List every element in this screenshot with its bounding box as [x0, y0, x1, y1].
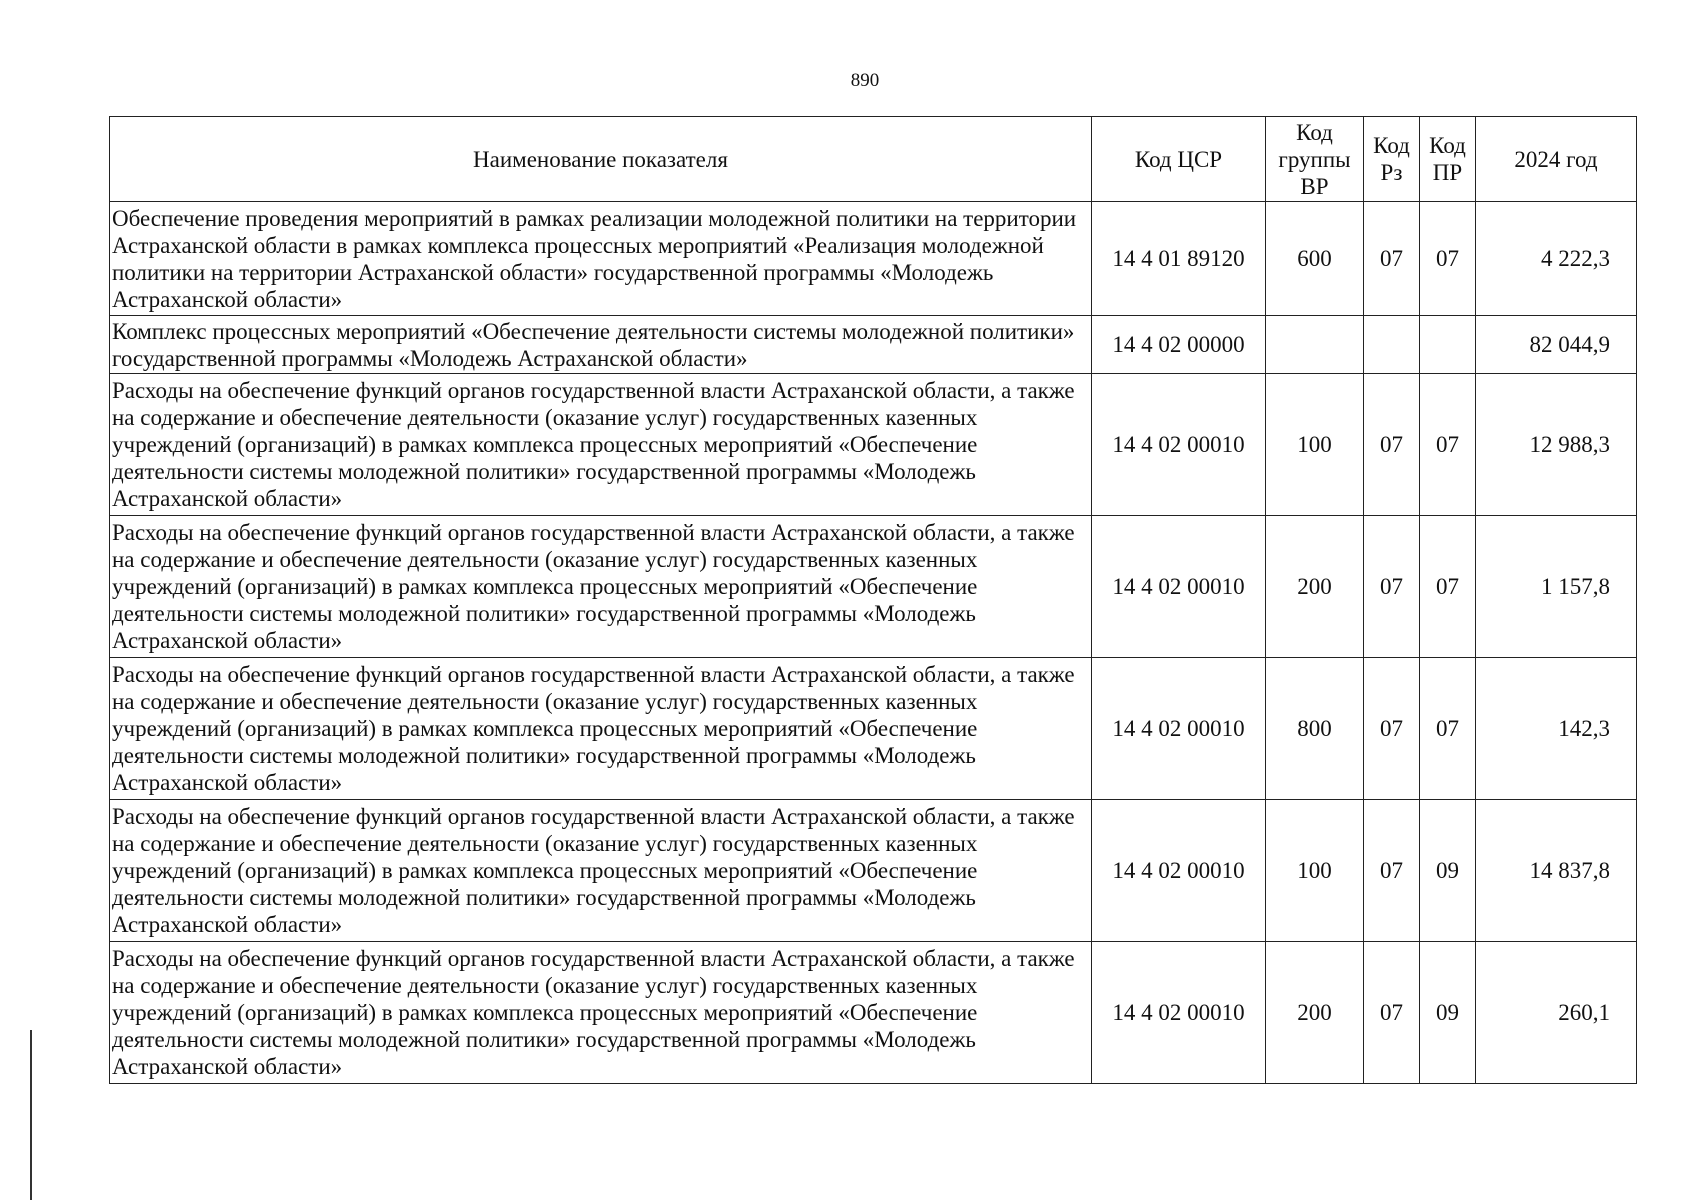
row-name: Комплекс процессных мероприятий «Обеспечение деятельности системы молодежной политики» государственной программы «Молодежь Астраханской области» [110, 316, 1092, 374]
header-year: 2024 год [1476, 117, 1637, 202]
header-vr: Код группы ВР [1266, 117, 1364, 202]
row-pr: 09 [1420, 800, 1476, 942]
row-rz: 07 [1364, 202, 1420, 316]
margin-line [30, 1030, 32, 1200]
row-csr: 14 4 02 00010 [1092, 374, 1266, 516]
row-vr: 200 [1266, 942, 1364, 1084]
header-name: Наименование показателя [110, 117, 1092, 202]
row-rz: 07 [1364, 658, 1420, 800]
row-rz: 07 [1364, 942, 1420, 1084]
row-pr: 07 [1420, 202, 1476, 316]
budget-table [109, 116, 1637, 1084]
row-name: Расходы на обеспечение функций органов государственной власти Астраханской области, а также на содержание и обеспечение деятельности (оказание услуг) государственных казенных учреждений (организаций) в рамках комплекса процессных мероприятий «Обеспечение деятельности системы молодежной политики» государственной программы «Молодежь Астраханской области» [110, 942, 1092, 1084]
row-name: Обеспечение проведения мероприятий в рамках реализации молодежной политики на территории Астраханской области в рамках комплекса процессных мероприятий «Реализация молодежной политики на территории Астраханской области» государственной программы «Молодежь Астраханской области» [110, 202, 1092, 316]
row-rz [1364, 316, 1420, 374]
table-row [110, 800, 1637, 942]
page-number: 890 [850, 70, 880, 91]
row-amount: 82 044,9 [1476, 316, 1637, 374]
row-amount: 1 157,8 [1476, 516, 1637, 658]
row-rz: 07 [1364, 374, 1420, 516]
row-vr: 600 [1266, 202, 1364, 316]
row-vr [1266, 316, 1364, 374]
row-name: Расходы на обеспечение функций органов государственной власти Астраханской области, а также на содержание и обеспечение деятельности (оказание услуг) государственных казенных учреждений (организаций) в рамках комплекса процессных мероприятий «Обеспечение деятельности системы молодежной политики» государственной программы «Молодежь Астраханской области» [110, 658, 1092, 800]
row-rz: 07 [1364, 516, 1420, 658]
table-row [110, 316, 1637, 374]
row-pr: 07 [1420, 374, 1476, 516]
row-csr: 14 4 02 00010 [1092, 800, 1266, 942]
table-row [110, 942, 1637, 1084]
row-amount: 4 222,3 [1476, 202, 1637, 316]
row-csr: 14 4 02 00010 [1092, 658, 1266, 800]
row-amount: 260,1 [1476, 942, 1637, 1084]
header-rz: Код Рз [1364, 117, 1420, 202]
row-pr [1420, 316, 1476, 374]
row-vr: 800 [1266, 658, 1364, 800]
row-pr: 07 [1420, 516, 1476, 658]
row-amount: 12 988,3 [1476, 374, 1637, 516]
row-vr: 200 [1266, 516, 1364, 658]
header-pr: Код ПР [1420, 117, 1476, 202]
row-name: Расходы на обеспечение функций органов государственной власти Астраханской области, а также на содержание и обеспечение деятельности (оказание услуг) государственных казенных учреждений (организаций) в рамках комплекса процессных мероприятий «Обеспечение деятельности системы молодежной политики» государственной программы «Молодежь Астраханской области» [110, 516, 1092, 658]
row-vr: 100 [1266, 800, 1364, 942]
row-amount: 14 837,8 [1476, 800, 1637, 942]
row-pr: 09 [1420, 942, 1476, 1084]
table-row [110, 374, 1637, 516]
table-row [110, 516, 1637, 658]
row-name: Расходы на обеспечение функций органов государственной власти Астраханской области, а также на содержание и обеспечение деятельности (оказание услуг) государственных казенных учреждений (организаций) в рамках комплекса процессных мероприятий «Обеспечение деятельности системы молодежной политики» государственной программы «Молодежь Астраханской области» [110, 374, 1092, 516]
row-csr: 14 4 02 00000 [1092, 316, 1266, 374]
table-header-row [110, 117, 1637, 202]
row-amount: 142,3 [1476, 658, 1637, 800]
table-row [110, 658, 1637, 800]
row-name: Расходы на обеспечение функций органов государственной власти Астраханской области, а также на содержание и обеспечение деятельности (оказание услуг) государственных казенных учреждений (организаций) в рамках комплекса процессных мероприятий «Обеспечение деятельности системы молодежной политики» государственной программы «Молодежь Астраханской области» [110, 800, 1092, 942]
table-row [110, 202, 1637, 316]
row-csr: 14 4 02 00010 [1092, 516, 1266, 658]
row-csr: 14 4 02 00010 [1092, 942, 1266, 1084]
row-csr: 14 4 01 89120 [1092, 202, 1266, 316]
row-vr: 100 [1266, 374, 1364, 516]
row-pr: 07 [1420, 658, 1476, 800]
header-csr: Код ЦСР [1092, 117, 1266, 202]
row-rz: 07 [1364, 800, 1420, 942]
